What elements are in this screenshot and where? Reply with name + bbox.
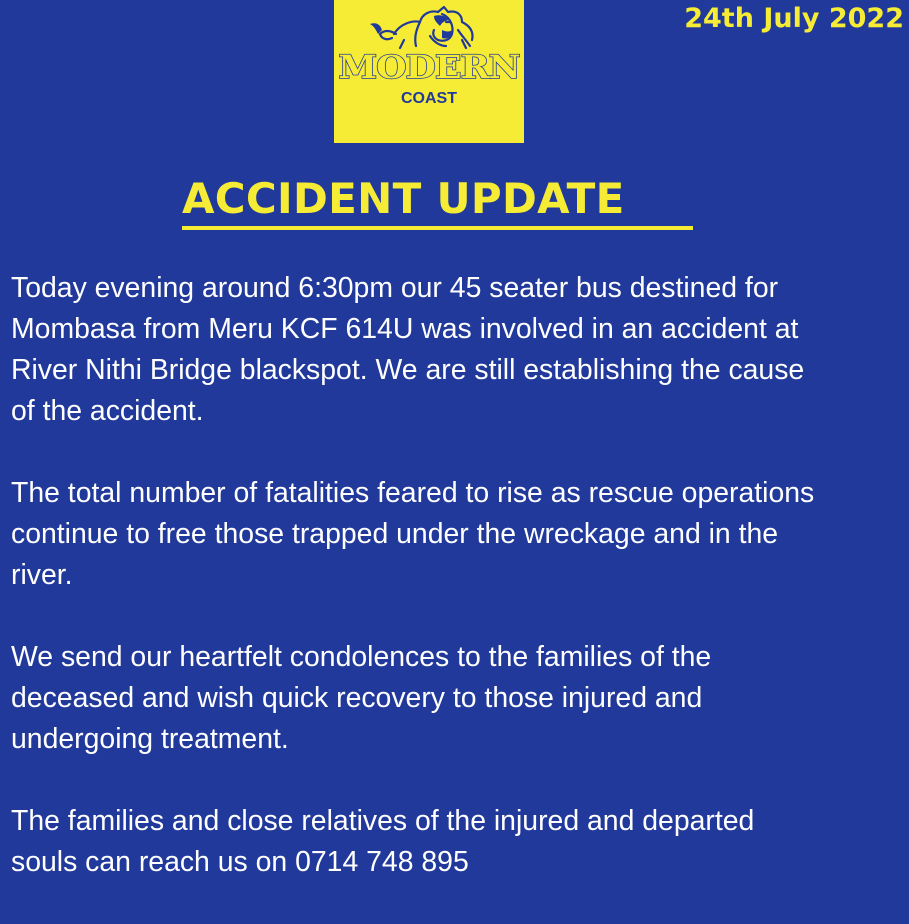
paragraph-contact: The families and close relatives of the injured and departed souls can reach us on 0714 748 895 [11,805,755,878]
brand-subtitle: COAST [401,90,457,107]
paragraph-accident-details: Today evening around 6:30pm our 45 seater bus destined for Mombasa from Meru KCF 614U was involved in an accident at River Nithi Bridge blackspot. We are still establishing the cause of the accident. [11,272,805,427]
post-date: 24th July 2022 [684,3,904,34]
brand-name: MODERN [338,48,520,87]
title-underline [182,226,693,230]
page-title: ACCIDENT UPDATE [182,174,640,223]
brand-logo [334,0,524,143]
announcement-body [11,268,906,924]
paragraph-condolences: We send our heartfelt condolences to the families of the deceased and wish quick recovery to those injured and undergoing treatment. [11,641,712,755]
paragraph-fatalities: The total number of fatalities feared to rise as rescue operations continue to free those trapped under the wreckage and in the river. [11,477,815,591]
